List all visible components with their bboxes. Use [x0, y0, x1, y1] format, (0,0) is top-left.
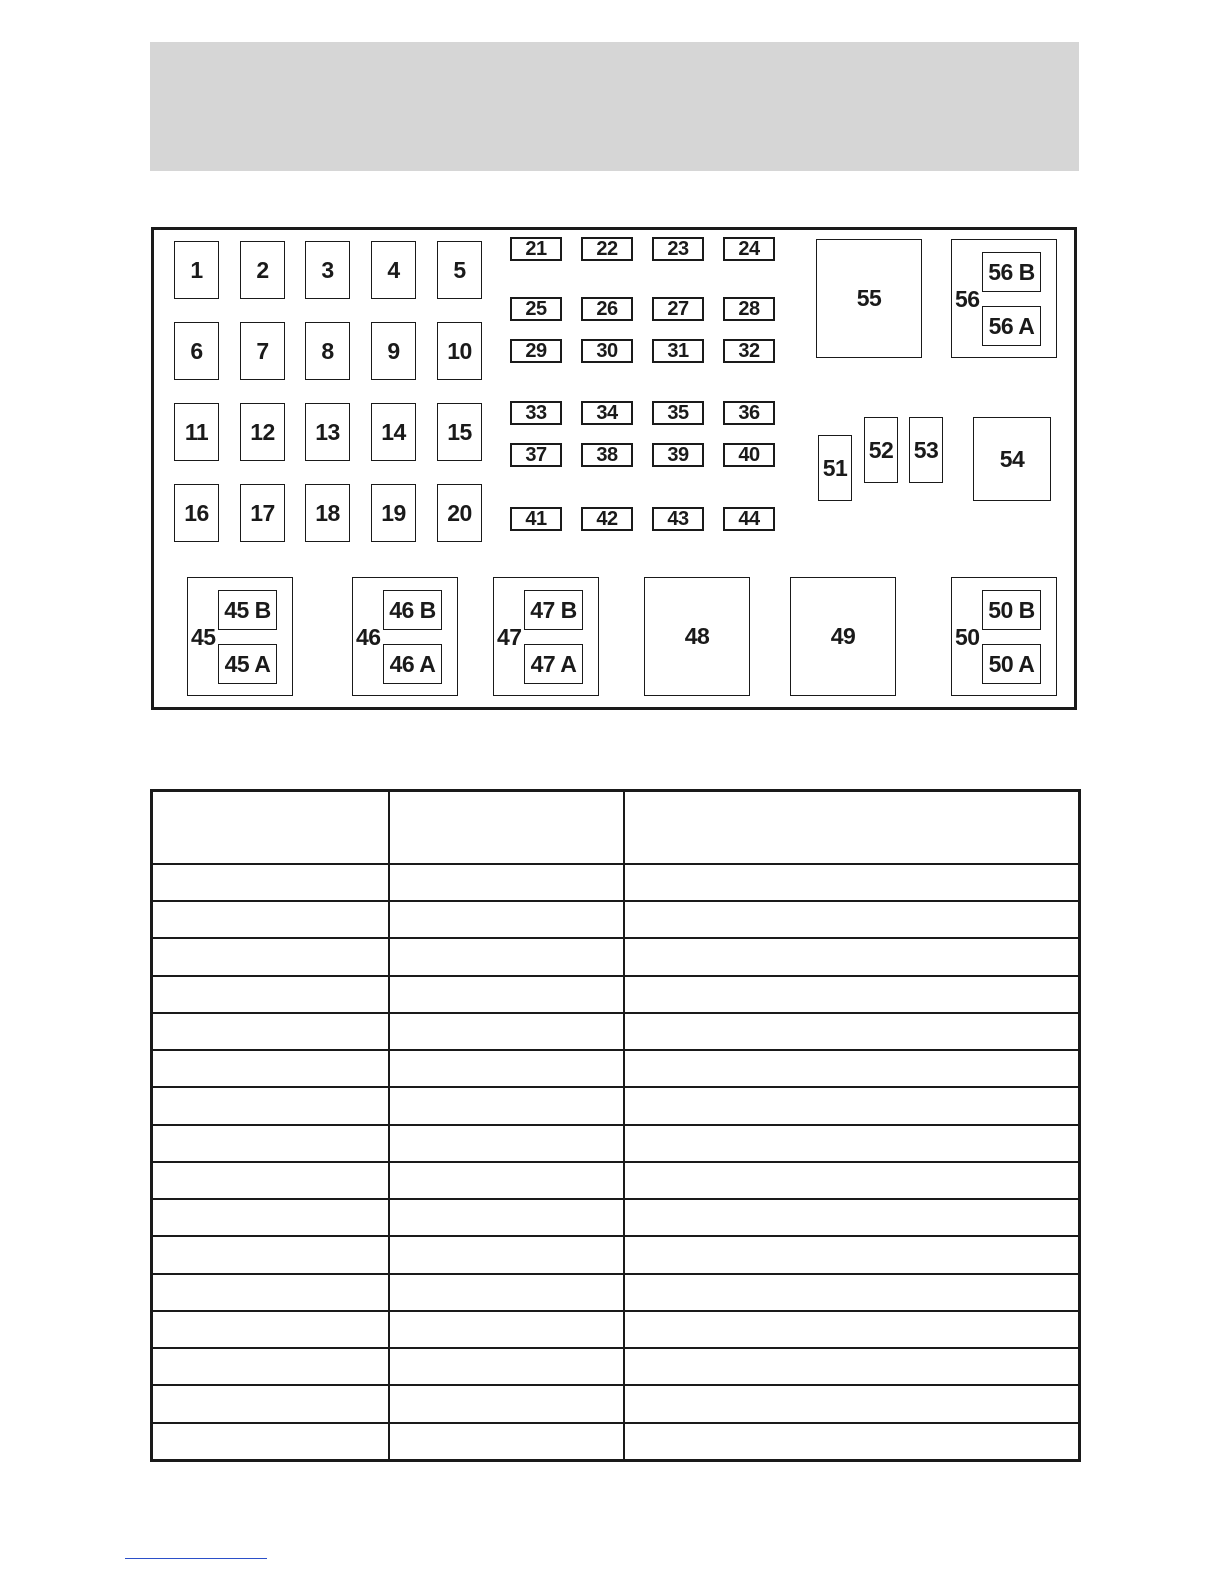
table-row [152, 1423, 1080, 1461]
fuse-8: 8 [305, 322, 350, 380]
table-cell [624, 1013, 1080, 1050]
table-cell [152, 901, 389, 938]
table-cell [389, 1236, 624, 1273]
table-row [152, 1311, 1080, 1348]
fuse-21: 21 [510, 237, 562, 261]
table-header-row [152, 791, 1080, 865]
fuse-26: 26 [581, 297, 633, 321]
table-cell [389, 1013, 624, 1050]
fuse-54: 54 [973, 417, 1051, 501]
table-cell [389, 1125, 624, 1162]
fuse-34: 34 [581, 401, 633, 425]
fuse-33: 33 [510, 401, 562, 425]
table-cell [152, 1385, 389, 1422]
table-cell [624, 1050, 1080, 1087]
table-cell [389, 938, 624, 975]
fuse-13: 13 [305, 403, 350, 461]
fuse-41: 41 [510, 507, 562, 531]
table-cell [152, 1236, 389, 1273]
relay-46-label: 46 [356, 624, 381, 650]
relay-45a: 45 A [218, 644, 277, 684]
table-row [152, 1236, 1080, 1273]
fuse-11: 11 [174, 403, 219, 461]
table-cell [152, 1348, 389, 1385]
relay-47-label: 47 [497, 624, 522, 650]
table-cell [389, 1311, 624, 1348]
table-row [152, 1087, 1080, 1124]
table-cell [152, 938, 389, 975]
fuse-30: 30 [581, 339, 633, 363]
relay-47a: 47 A [524, 644, 583, 684]
relay-45b: 45 B [218, 590, 277, 630]
fuse-2: 2 [240, 241, 285, 299]
header-band [150, 42, 1079, 171]
fuse-20: 20 [437, 484, 482, 542]
fuse-39: 39 [652, 443, 704, 467]
fuse-37: 37 [510, 443, 562, 467]
table-header-cell [152, 791, 389, 865]
relay-50b: 50 B [982, 590, 1041, 630]
table-cell [389, 864, 624, 901]
relay-56a: 56 A [982, 306, 1041, 346]
fuse-35: 35 [652, 401, 704, 425]
fuse-12: 12 [240, 403, 285, 461]
footer-link-underline[interactable] [125, 1558, 267, 1559]
fuse-9: 9 [371, 322, 416, 380]
fuse-7: 7 [240, 322, 285, 380]
table-cell [152, 1199, 389, 1236]
fuse-51: 51 [818, 435, 852, 501]
table-cell [389, 1385, 624, 1422]
fuse-43: 43 [652, 507, 704, 531]
table-row [152, 1348, 1080, 1385]
fuse-52: 52 [864, 417, 898, 483]
table-cell [389, 1274, 624, 1311]
table-cell [152, 1125, 389, 1162]
table-row [152, 938, 1080, 975]
table-cell [624, 1385, 1080, 1422]
fuse-53: 53 [909, 417, 943, 483]
relay-50a: 50 A [982, 644, 1041, 684]
table-cell [624, 976, 1080, 1013]
fuse-19: 19 [371, 484, 416, 542]
fuse-4: 4 [371, 241, 416, 299]
table-row [152, 1162, 1080, 1199]
table-row [152, 1050, 1080, 1087]
fuse-22: 22 [581, 237, 633, 261]
table-cell [152, 1013, 389, 1050]
relay-46b: 46 B [383, 590, 442, 630]
table-cell [152, 864, 389, 901]
table-row [152, 1274, 1080, 1311]
fuse-17: 17 [240, 484, 285, 542]
table-row [152, 1199, 1080, 1236]
fuse-44: 44 [723, 507, 775, 531]
fuse-16: 16 [174, 484, 219, 542]
table-cell [624, 1199, 1080, 1236]
fuse-40: 40 [723, 443, 775, 467]
relay-47b: 47 B [524, 590, 583, 630]
table-cell [624, 901, 1080, 938]
fuse-14: 14 [371, 403, 416, 461]
table-row [152, 976, 1080, 1013]
table-cell [152, 1274, 389, 1311]
table-cell [152, 976, 389, 1013]
relay-45-label: 45 [191, 624, 216, 650]
table-cell [152, 1162, 389, 1199]
table-row [152, 1013, 1080, 1050]
table-cell [389, 1087, 624, 1124]
fuse-25: 25 [510, 297, 562, 321]
relay-50-label: 50 [955, 624, 980, 650]
table-cell [389, 1423, 624, 1461]
table-cell [624, 1423, 1080, 1461]
fuse-6: 6 [174, 322, 219, 380]
table-cell [624, 1348, 1080, 1385]
fuse-5: 5 [437, 241, 482, 299]
fuse-18: 18 [305, 484, 350, 542]
table-row [152, 901, 1080, 938]
fuse-3: 3 [305, 241, 350, 299]
fuse-31: 31 [652, 339, 704, 363]
fuse-32: 32 [723, 339, 775, 363]
fuse-24: 24 [723, 237, 775, 261]
relay-49: 49 [790, 577, 896, 696]
table-cell [152, 1311, 389, 1348]
table-row [152, 1385, 1080, 1422]
table-cell [389, 976, 624, 1013]
fuse-36: 36 [723, 401, 775, 425]
table-row [152, 1125, 1080, 1162]
table-cell [389, 1050, 624, 1087]
fuse-1: 1 [174, 241, 219, 299]
relay-56b: 56 B [982, 252, 1041, 292]
table-cell [389, 901, 624, 938]
table-cell [624, 1162, 1080, 1199]
relay-48: 48 [644, 577, 750, 696]
relay-46a: 46 A [383, 644, 442, 684]
table-cell [624, 1274, 1080, 1311]
fuse-27: 27 [652, 297, 704, 321]
table-cell [624, 938, 1080, 975]
relay-55: 55 [816, 239, 922, 358]
fuse-15: 15 [437, 403, 482, 461]
fuse-panel-diagram [151, 227, 1077, 710]
fuse-10: 10 [437, 322, 482, 380]
table-cell [624, 1125, 1080, 1162]
table-cell [624, 864, 1080, 901]
table-cell [152, 1050, 389, 1087]
fuse-42: 42 [581, 507, 633, 531]
relay-56-label: 56 [955, 286, 980, 312]
table-cell [389, 1162, 624, 1199]
table-cell [389, 1348, 624, 1385]
table-cell [152, 1087, 389, 1124]
table-row [152, 864, 1080, 901]
fuse-23: 23 [652, 237, 704, 261]
table-header-cell [624, 791, 1080, 865]
table-cell [389, 1199, 624, 1236]
fuse-38: 38 [581, 443, 633, 467]
fuse-28: 28 [723, 297, 775, 321]
table-cell [152, 1423, 389, 1461]
table-header-cell [389, 791, 624, 865]
table-cell [624, 1087, 1080, 1124]
fuse-assignment-table [150, 789, 1081, 1462]
fuse-29: 29 [510, 339, 562, 363]
table-cell [624, 1311, 1080, 1348]
table-cell [624, 1236, 1080, 1273]
